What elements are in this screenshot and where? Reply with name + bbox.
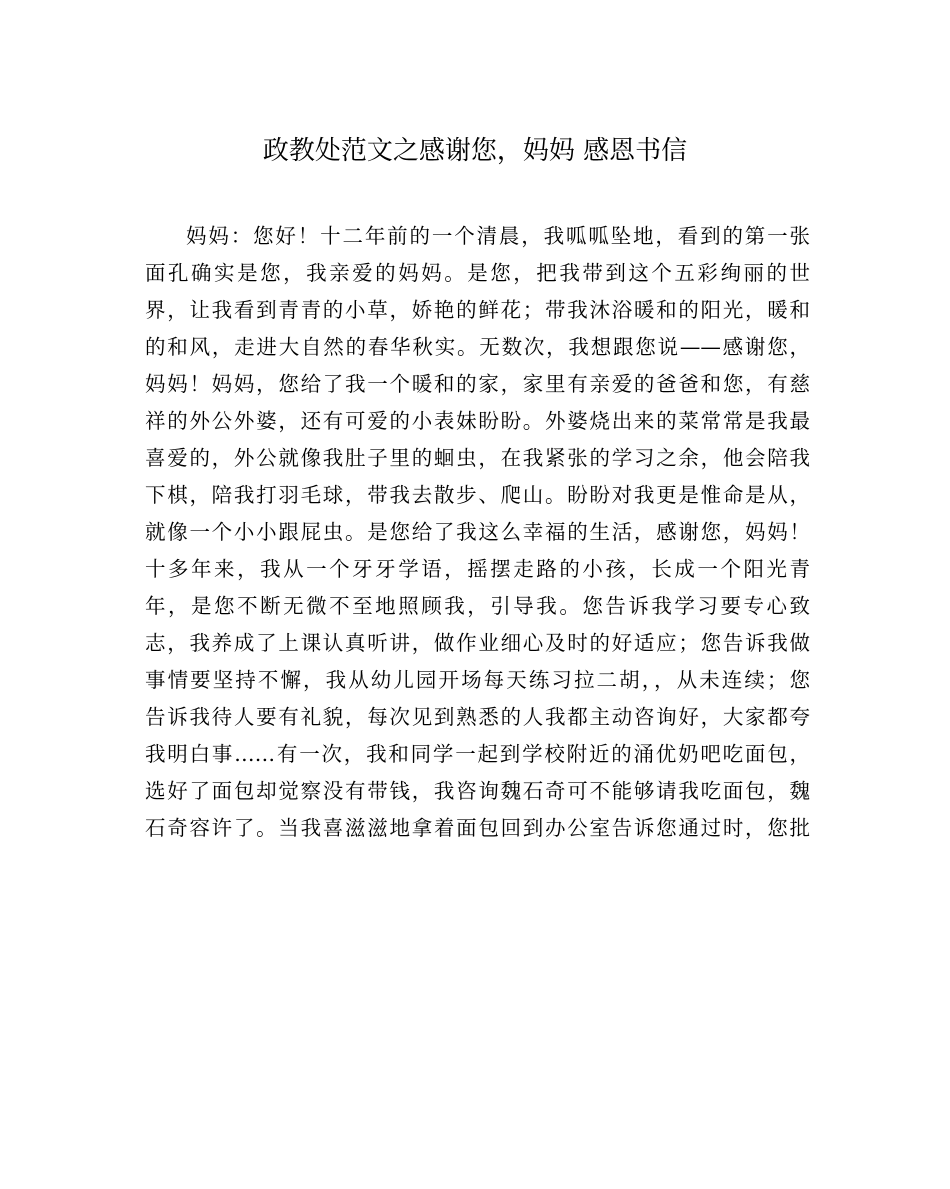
paragraph-line: 妈妈：您好！十二年前的一个清晨，我呱呱坠地，看到的第一张 [186, 224, 810, 248]
paragraph-line: 面孔确实是您，我亲爱的妈妈。是您，把我带到这个五彩绚丽的世 [145, 261, 810, 285]
paragraph-line: 妈妈！妈妈，您给了我一个暖和的家，家里有亲爱的爸爸和您，有慈 [145, 372, 810, 396]
paragraph-line: 十多年来，我从一个牙牙学语，摇摆走路的小孩，长成一个阳光青 [145, 557, 810, 581]
paragraph-line: 年，是您不断无微不至地照顾我，引导我。您告诉我学习要专心致 [145, 594, 810, 618]
paragraph-line: 下棋，陪我打羽毛球，带我去散步、爬山。盼盼对我更是惟命是从， [145, 483, 810, 507]
letter-body [145, 218, 810, 847]
paragraph-line: 的和风，走进大自然的春华秋实。无数次，我想跟您说——感谢您， [145, 335, 810, 359]
document-title: 政教处范文之感谢您，妈妈 感恩书信 [262, 136, 688, 166]
paragraph-line: 就像一个小小跟屁虫。是您给了我这么幸福的生活，感谢您，妈妈！ [145, 520, 810, 544]
paragraph-line: 喜爱的，外公就像我肚子里的蛔虫，在我紧张的学习之余，他会陪我 [145, 446, 810, 470]
paragraph-line: 我明白事……有一次，我和同学一起到学校附近的涌优奶吧吃面包， [145, 742, 810, 766]
paragraph-line: 志，我养成了上课认真听讲，做作业细心及时的好适应；您告诉我做 [145, 631, 810, 655]
paragraph-line: 告诉我待人要有礼貌，每次见到熟悉的人我都主动咨询好，大家都夸 [145, 705, 810, 729]
paragraph-line: 界，让我看到青青的小草，娇艳的鲜花；带我沐浴暖和的阳光，暖和 [145, 298, 810, 322]
paragraph-line: 选好了面包却觉察没有带钱，我咨询魏石奇可不能够请我吃面包，魏 [145, 779, 810, 803]
paragraph-line: 事情要坚持不懈，我从幼儿园开场每天练习拉二胡，，从未连续；您 [145, 668, 810, 692]
paragraph-line: 祥的外公外婆，还有可爱的小表妹盼盼。外婆烧出来的菜常常是我最 [145, 409, 810, 433]
paragraph-line: 石奇容许了。当我喜滋滋地拿着面包回到办公室告诉您通过时，您批 [145, 816, 810, 840]
